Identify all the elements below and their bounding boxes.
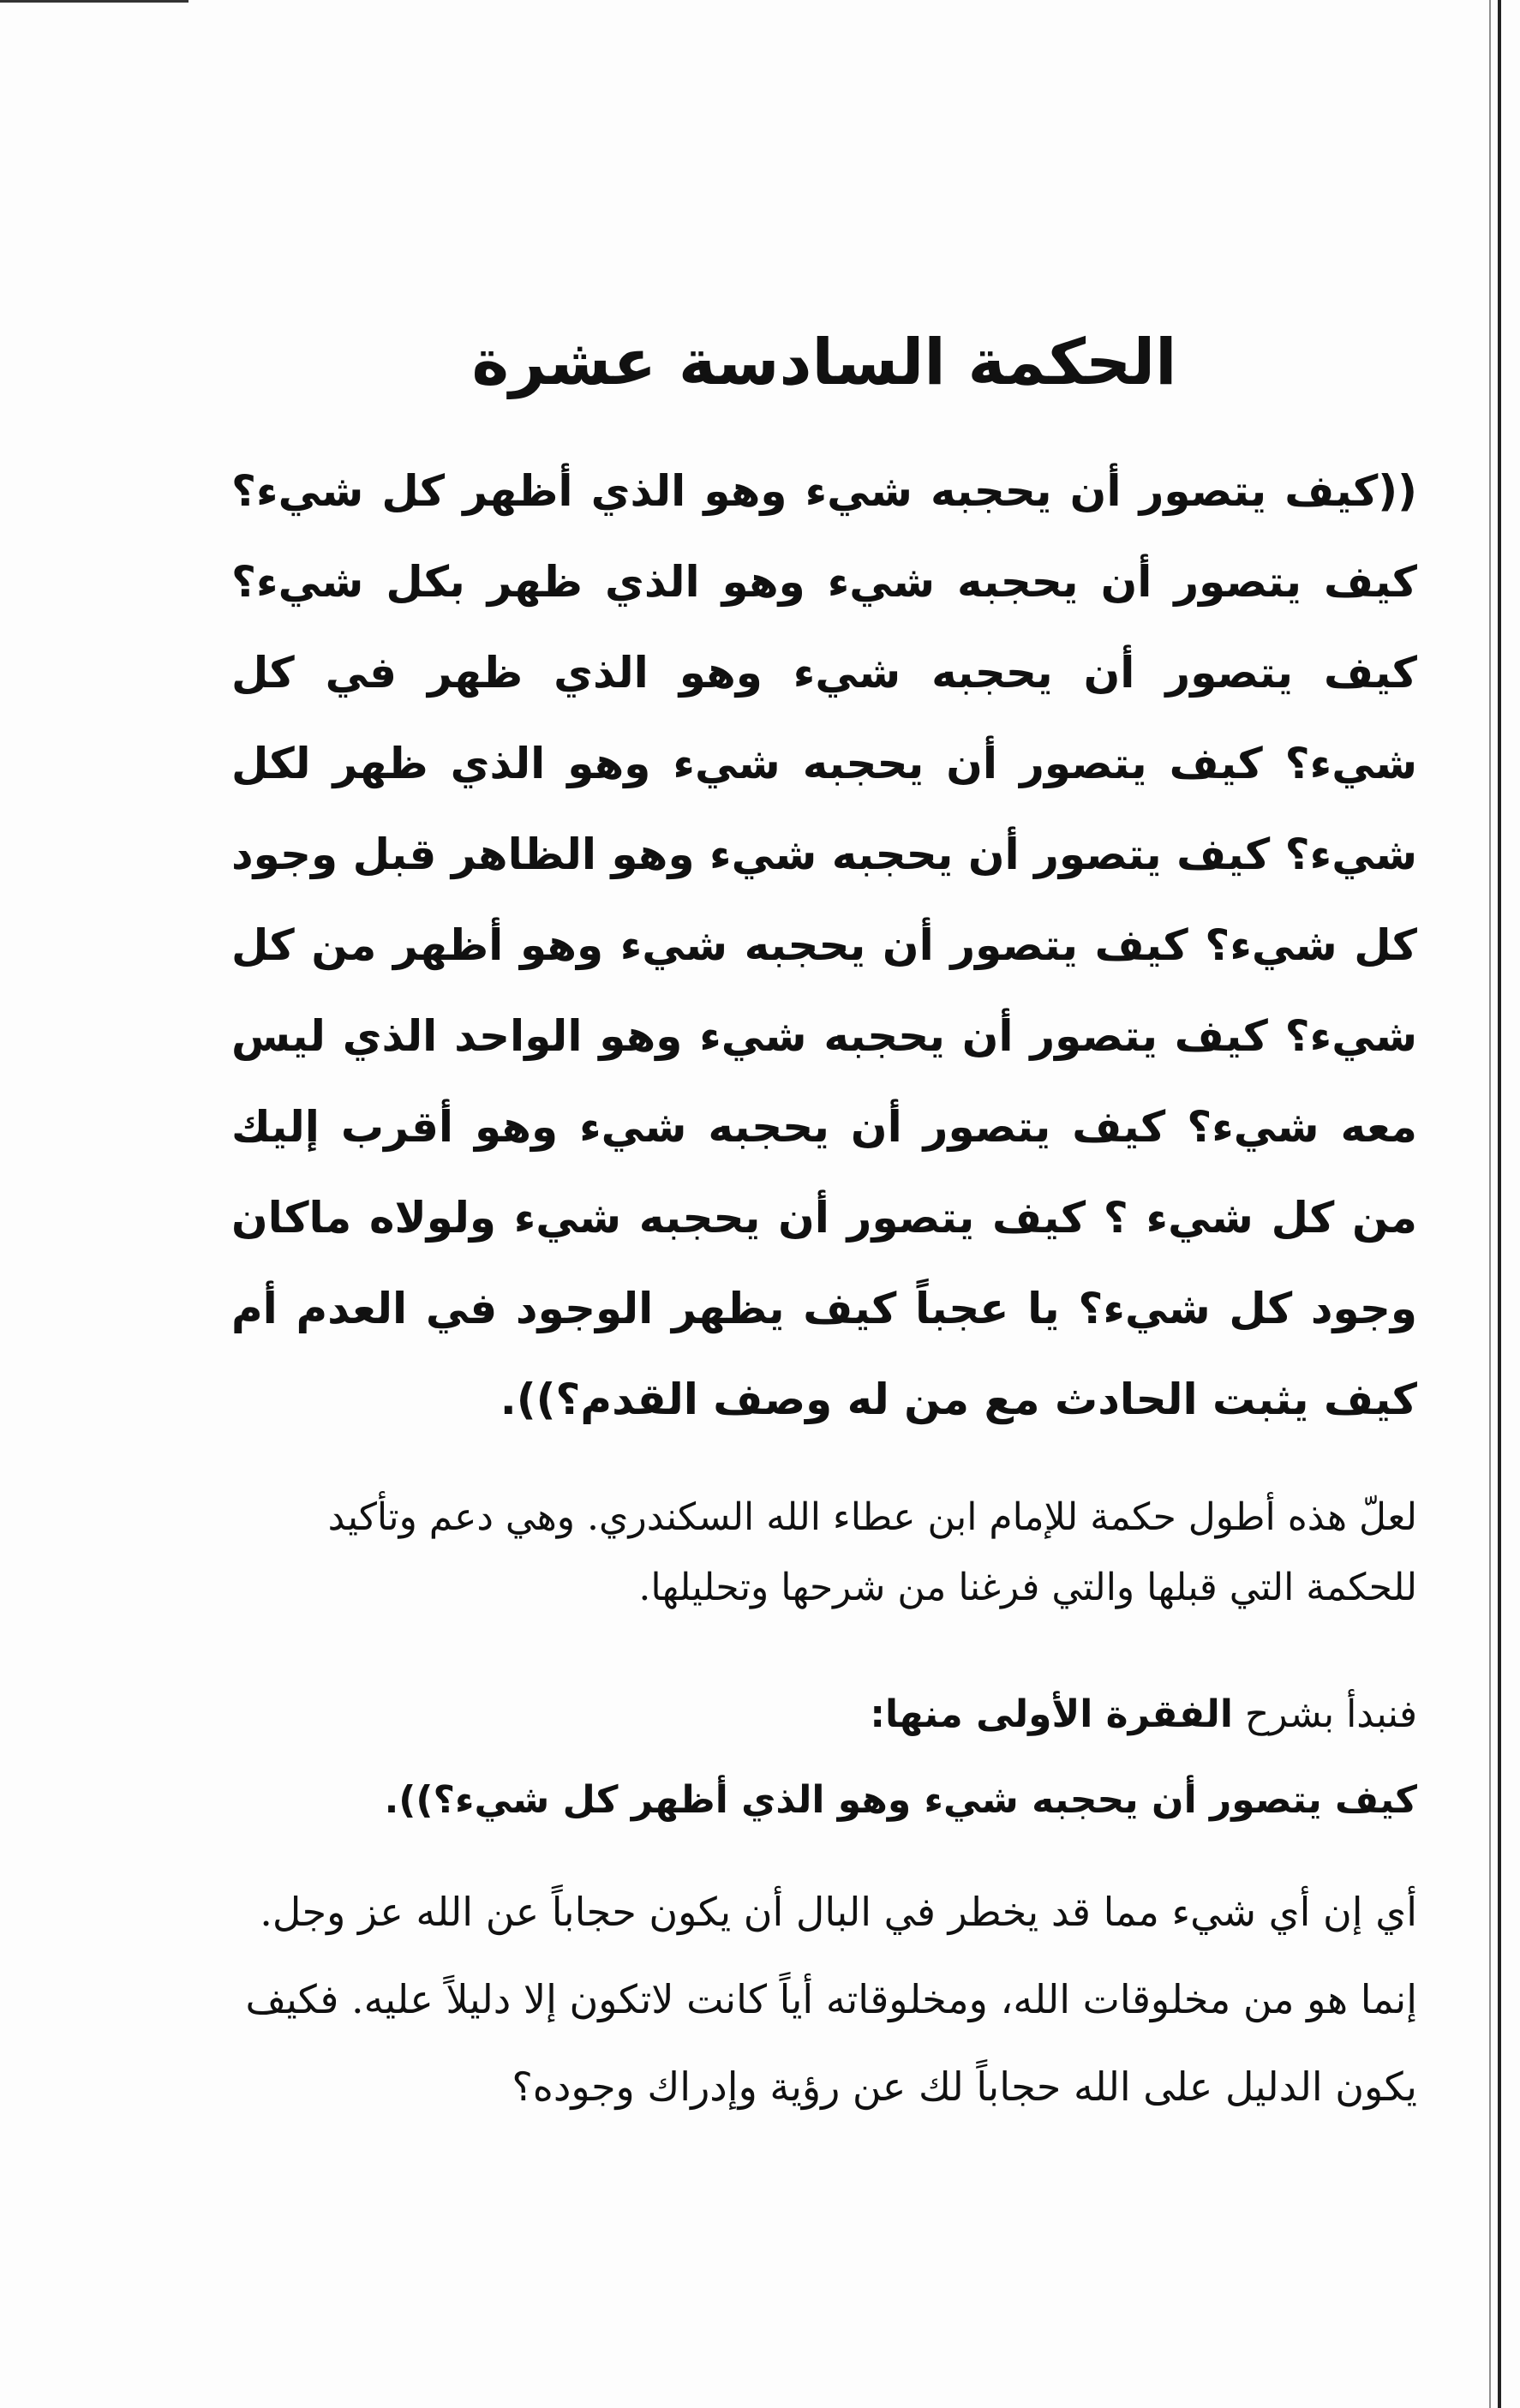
scan-edge-top [0, 0, 189, 3]
first-section-quote: كيف يتصور أن يحجبه شيء وهو الذي أظهر كل شيء؟)). [384, 1778, 1417, 1822]
explanation-paragraph: أي إن أي شيء مما قد يخطر في البال أن يكون حجاباً عن الله عز وجل. إنما هو من مخلوقات الله، ومخلوقاته أياً كانت لاتكون إلا دليلاً عليه. فكيف يكون الدليل على الله حجاباً لك عن رؤية وإدراك وجوده؟ [245, 1889, 1417, 2110]
scan-edge-right [1498, 0, 1501, 2408]
scan-edge-right-inner [1489, 0, 1491, 2408]
lead-in-bold: الفقرة الأولى منها: [870, 1692, 1233, 1736]
intro-paragraph: لعلّ هذه أطول حكمة للإمام ابن عطاء الله السكندري. وهي دعم وتأكيد للحكمة التي قبلها والتي فرغنا من شرحها وتحليلها. [327, 1495, 1417, 1609]
hikma-quote: ((كيف يتصور أن يحجبه شيء وهو الذي أظهر كل شيء؟ كيف يتصور أن يحجبه شيء وهو الذي ظهر بكل شيء؟ كيف يتصور أن يحجبه شيء وهو الذي ظهر في كل شيء؟ كيف يتصور أن يحجبه شيء وهو الذي ظهر لكل شيء؟ كيف يتصور أن يحجبه شيء وهو الظاهر قبل وجود كل شيء؟ كيف يتصور أن يحجبه شيء وهو أظهر من كل شيء؟ كيف يتصور أن يحجبه شيء وهو الواحد الذي ليس معه شيء؟ كيف يتصور أن يحجبه شيء وهو أقرب إليك من كل شيء ؟ كيف يتصور أن يحجبه شيء ولولاه ماكان وجود كل شيء؟ يا عجباً كيف يظهر الوجود في العدم أم كيف يثبت الحادث مع من له وصف القدم؟)). [231, 466, 1417, 1424]
lead-in-paragraph [231, 1680, 1417, 1750]
lead-in-plain: فنبدأ بشرح [1244, 1692, 1417, 1736]
chapter-title: الحكمة السادسة عشرة [471, 326, 1177, 399]
